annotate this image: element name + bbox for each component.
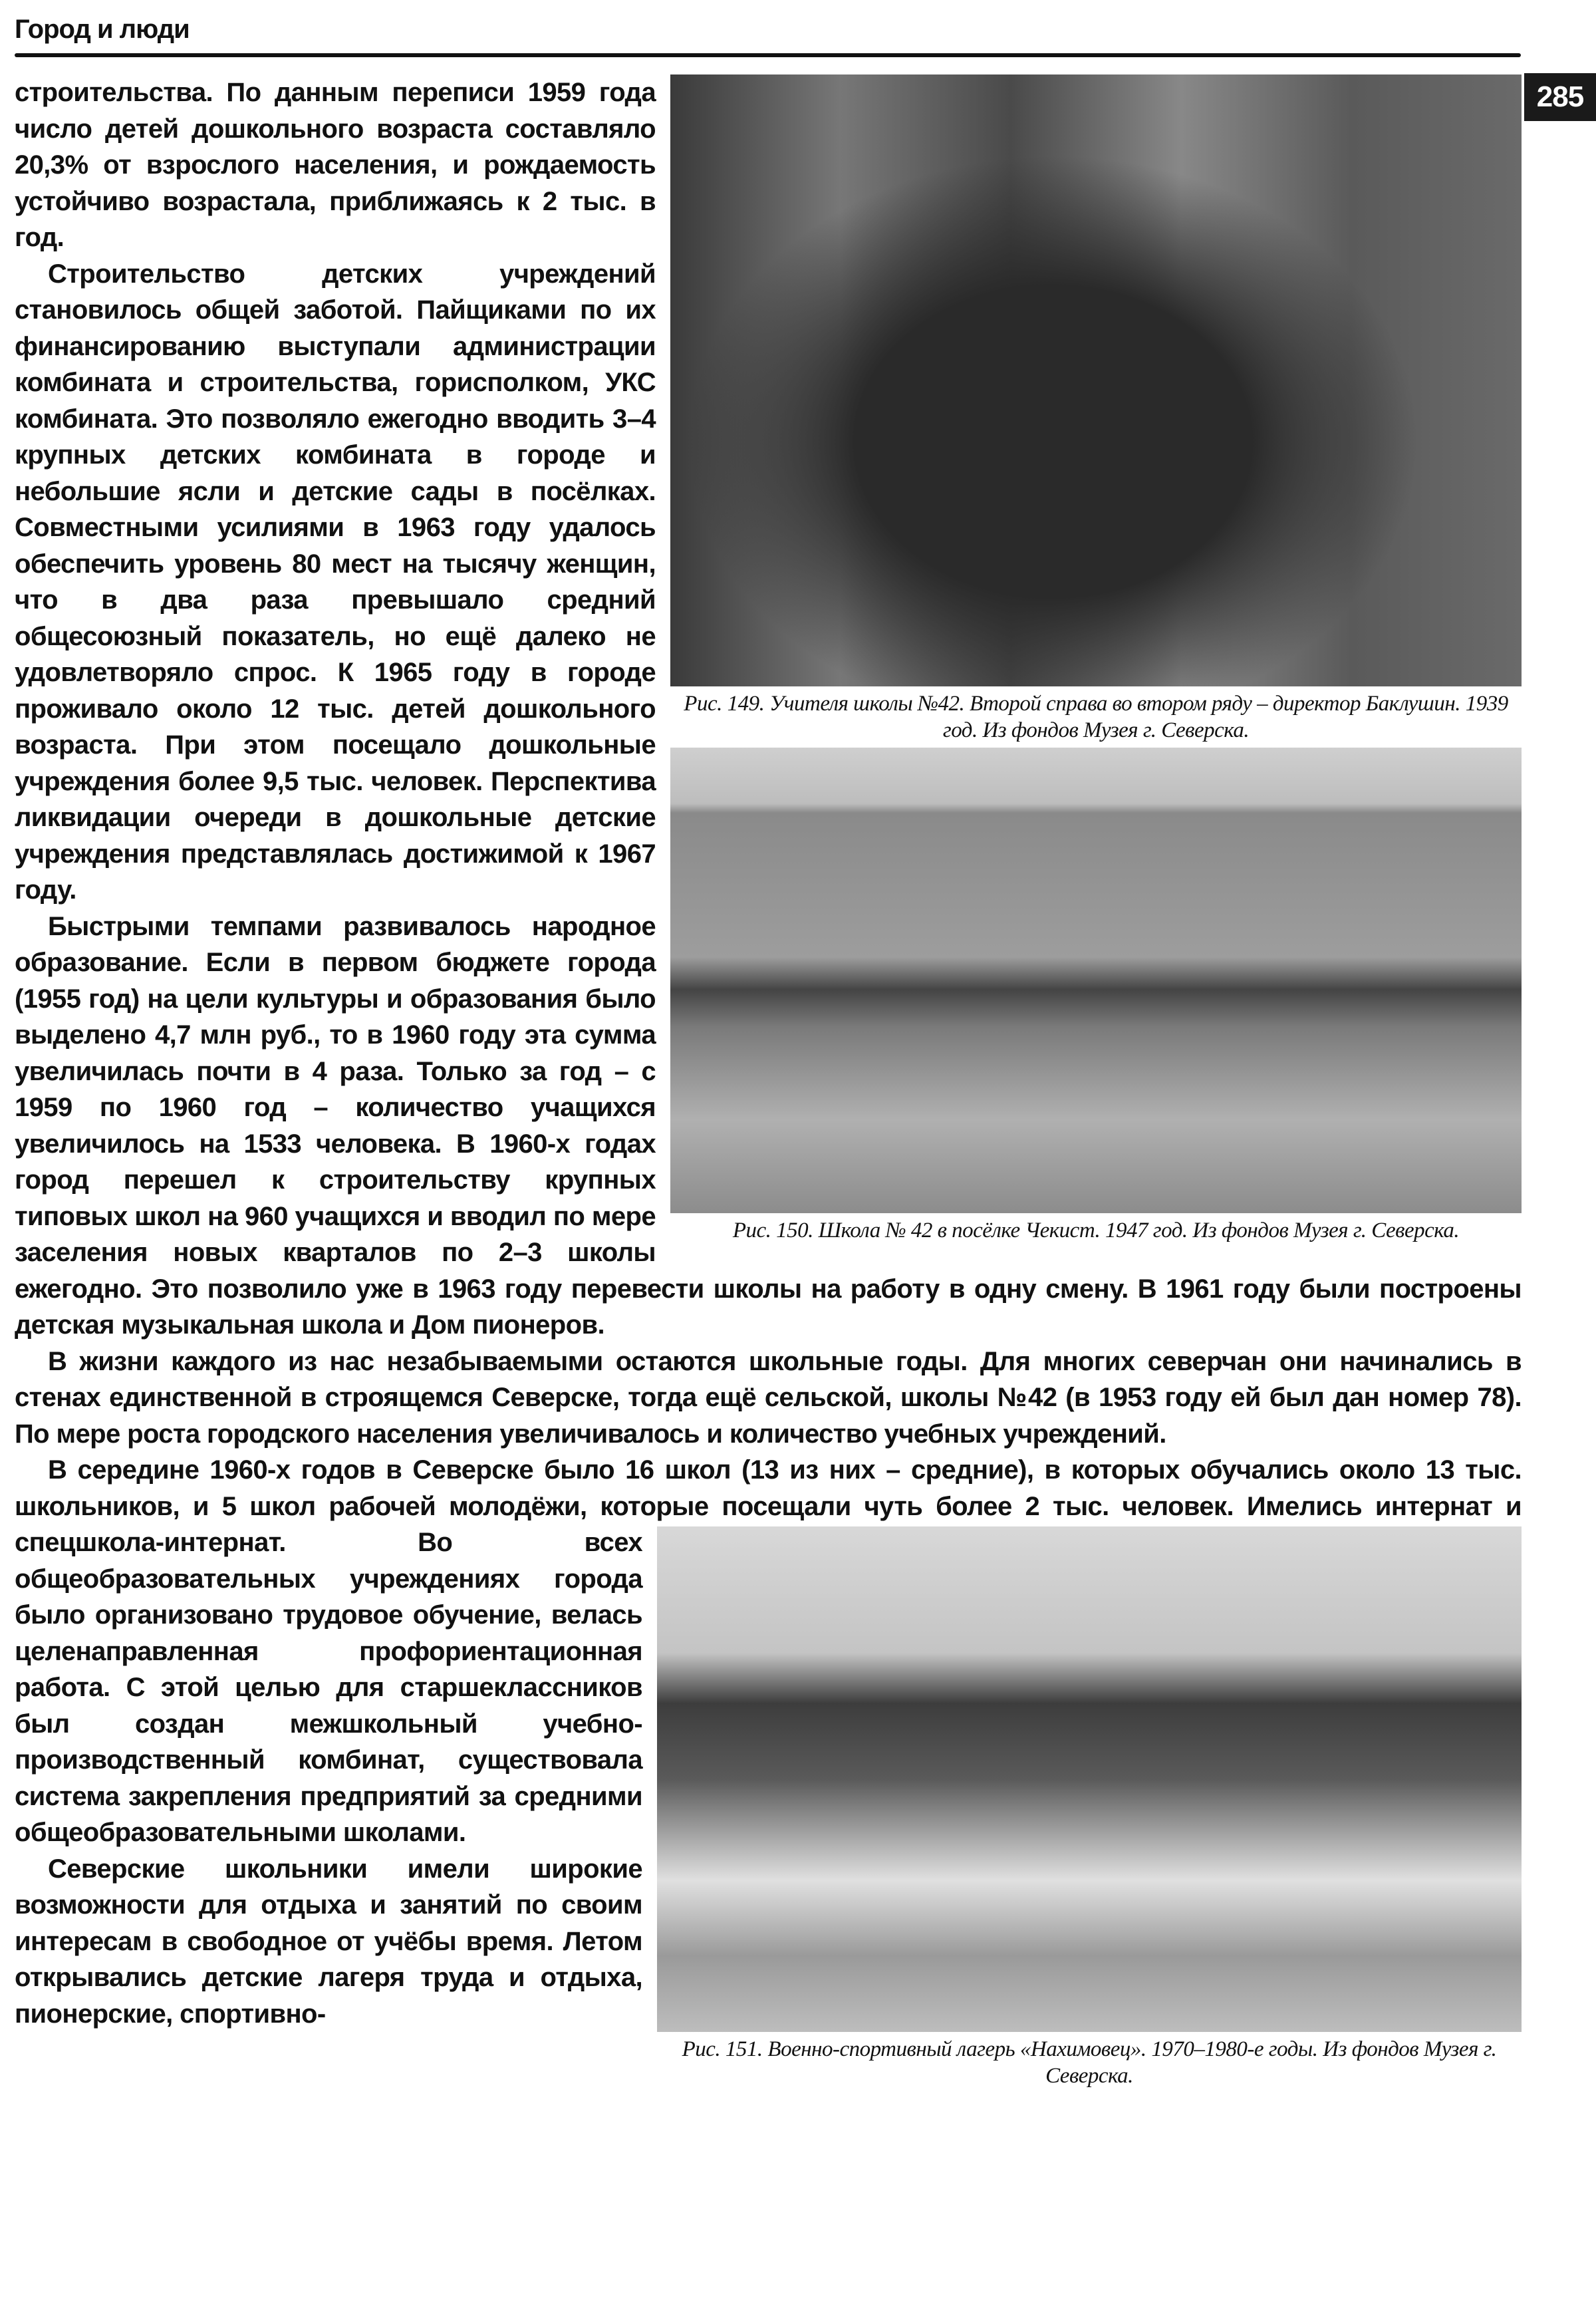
- photo-school-42-chekist: [670, 748, 1522, 1213]
- caption-fig-151: Рис. 151. Военно-спортивный лагерь «Нахимовец». 1970–1980-е годы. Из фондов Музея г. Северска.: [682, 2037, 1497, 2088]
- paragraph: В жизни каждого из нас незабываемыми остаются школьные годы. Для многих северчан они начинались в стенах единственной в строящемся Северске, тогда ещё сельской, школы №42 (в 1953 году ей был дан номер 78). По мере роста городского населения увеличивалось и количество учебных учреждений.: [15, 1346, 1522, 1449]
- paragraph: В середине 1960-х годов в Северске было 16 школ (13 из них – средние), в которых обучались около 13 тыс. школьников, и 5 школ рабочей молодёжи, которые посещали чуть более 2 тыс. человек. Имелись интернат и спецшкола-интернат. Во всех общеобразовательных учреждениях города было организовано трудовое обучение, велась целенаправленная профориентационная работа. С этой целью для старшеклассников был создан межшкольный учебно-производственный комбинат, существовала система закрепления предприятий за средними общеобразовательными школами.: [15, 1455, 1522, 1847]
- article-body: [15, 74, 1522, 2098]
- caption-fig-150: Рис. 150. Школа № 42 в посёлке Чекист. 1947 год. Из фондов Музея г. Северска.: [732, 1219, 1460, 1242]
- figure-group-149-150: [670, 74, 1522, 1245]
- paragraph: Быстрыми темпами развивалось народное образование. Если в первом бюджете города (1955 год) на цели культуры и образования было выделено 4,7 млн руб., то в 1960 году эта сумма увеличилась почти в 4 раза. Только за год – с 1959 по 1960 год – количество учащихся увеличилось на 1533 человека. В 1960-х годах город перешел к строительству крупных типовых школ на 960 учащихся и вводил по мере заселения новых кварталов по 2–3 школы ежегодно. Это позволило уже в 1963 году перевести школы на работу в одну смену. В 1961 году были построены детская музыкальная школа и Дом пионеров.: [15, 911, 1522, 1340]
- paragraph: строительства. По данным переписи 1959 года число детей дошкольного возраста составляло 20,3% от взрослого населения, и рождаемость устойчиво возрастала, приближаясь к 2 тыс. в год.: [15, 78, 656, 252]
- photo-nakhimovets-camp: [657, 1526, 1522, 2032]
- caption-fig-149: Рис. 149. Учителя школы №42. Второй справа во втором ряду – директор Баклушин. 1939 год. Из фондов Музея г. Северска.: [684, 692, 1508, 742]
- figure-151: [657, 1526, 1522, 2098]
- paragraph: Северские школьники имели широкие возможности для отдыха и занятий по своим интересам в свободное от учёбы время. Летом открывались детские лагеря труда и отдыха, пионерские, спортивно-: [15, 1854, 642, 2029]
- header-rule: [15, 53, 1521, 57]
- running-title: Город и люди: [15, 15, 190, 44]
- photo-teachers-school-42: [670, 74, 1522, 686]
- page-number: 285: [1524, 73, 1596, 121]
- paragraph: Строительство детских учреждений становилось общей заботой. Пайщиками по их финансированию выступали администрации комбината и строительства, горисполком, УКС комбината. Это позволяло ежегодно вводить 3–4 крупных детских комбината в городе и небольшие ясли и детские сады в посёлках. Совместными усилиями в 1963 году удалось обеспечить уровень 80 мест на тысячу женщин, что в два раза превышало средний общесоюзный показатель, но ещё далеко не удовлетворяло спрос. К 1965 году в городе проживало около 12 тыс. детей дошкольного возраста. При этом посещало дошкольные учреждения более 9,5 тыс. человек. Перспектива ликвидации очереди в дошкольные детские учреждения представлялась достижимой к 1967 году.: [15, 259, 656, 905]
